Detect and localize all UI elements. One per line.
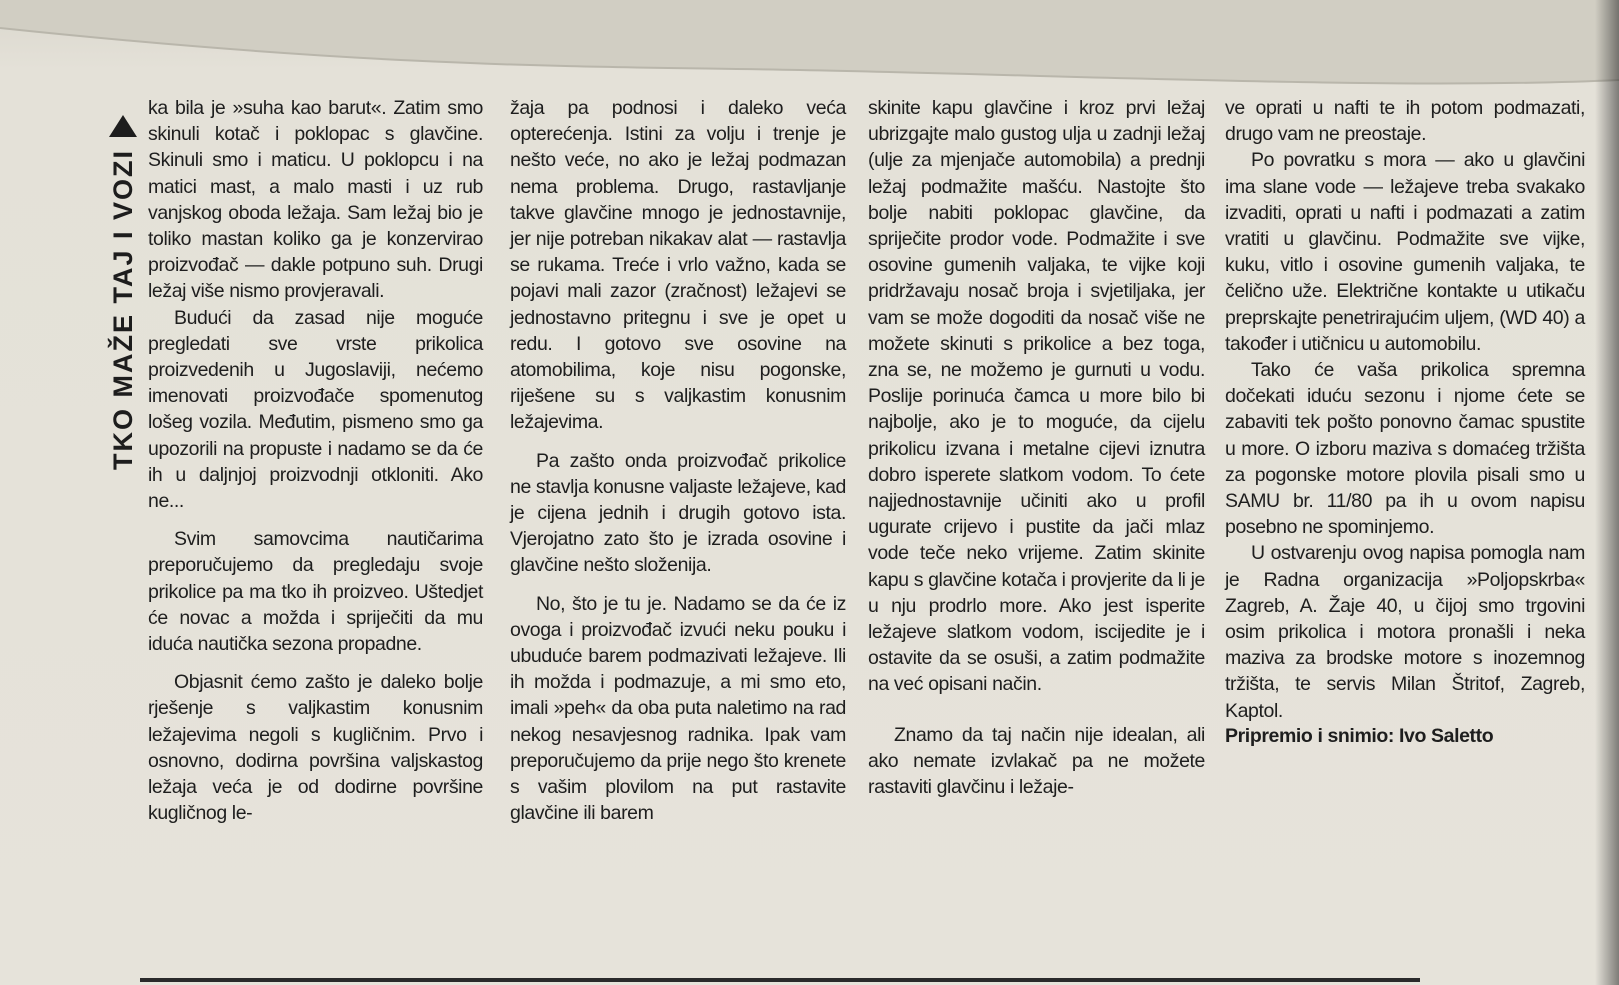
article-column-3	[868, 95, 1205, 800]
author-signature: Pripremio i snimio: Ivo Saletto	[1225, 724, 1494, 747]
paragraph: U ostvarenju ovog napisa pomogla nam je Radna organizacija »Poljopskrba« Zagreb, A. Žaje 40, u čijoj smo trgovini osim prikolica i motora pronašli i neka maziva za brodske motore s inozemnog tržišta, te servis Milan Štritof, Zagreb, Kaptol.	[1225, 542, 1585, 722]
article-column-2	[510, 95, 846, 826]
paragraph: Pa zašto onda proizvođač prikolice ne stavlja konusne valjaste ležajeve, kad je cijena jednih i drugih gotovo ista. Vjerojatno zato što je izrada osovine i glavčine nešto složenija.	[510, 449, 846, 577]
article-column-1	[148, 95, 483, 826]
headline-text: TKO MAŽE TAJ I VOZI	[107, 149, 138, 470]
paragraph: Budući da zasad nije moguće pregledati sve vrste prikolica proizvedenih u Jugoslaviji, nećemo imenovati proizvođače spomenutog lošeg vozila. Međutim, pismeno smo ga upozorili na propuste i nadamo se da će ih u daljnjoj proizvodnji otkloniti. Ako ne...	[148, 306, 483, 513]
triangle-arrow-icon	[109, 115, 137, 137]
bottom-rule	[140, 978, 1420, 982]
paragraph: Znamo da taj način nije idealan, ali ako nemate izvlakač pa ne možete rastaviti glavčinu i ležaje-	[868, 723, 1205, 799]
article-column-4	[1225, 95, 1585, 748]
paragraph: Objasnit ćemo zašto je daleko bolje rješenje s valjkastim konusnim ležajevima negoli s kugličnim. Prvo i osnovno, dodirna površina valjskastog ležaja veća je od dodirne površine kugličnog le-	[148, 671, 483, 825]
torn-paper-edge	[0, 0, 1619, 110]
paragraph: žaja pa podnosi i daleko veća opterećenja. Istini za volju i trenje je nešto veće, no ako je ležaj podmazan nema problema. Drugo, rastavljanje takve glavčine mnogo je jednostavnije, jer nije potreban nikakav alat — rastavlja se rukama. Treće i vrlo važno, kada se pojavi mali zazor (zračnost) ležajevi se jednostavno pritegnu i sve je opet u redu. I gotovo sve osovine na atomobilima, koje nisu pogonske, riješene su s valjkastim konusnim ležajevima.	[510, 97, 846, 434]
paragraph: Po povratku s mora — ako u glavčini ima slane vode — ležajeve treba svakako izvaditi, oprati u nafti i podmazati a zatim vratiti u glavčinu. Podmažite sve vijke, kuku, vitlo i osovine gumenih valjaka, te čelično uže. Električne kontakte u utikaču preprskajte penetrirajućim uljem, (WD 40) a također i utičnicu u automobilu.	[1225, 149, 1585, 355]
paragraph: ka bila je »suha kao barut«. Zatim smo skinuli kotač i poklopac s glavčine. Skinuli smo i maticu. U poklopcu i na matici mast, a malo masti i uz rub vanjskog oboda ležaja. Sam ležaj bio je toliko mastan koliko ga je konzervirao proizvođač — dakle potpuno suh. Drugi ležaj više nismo provjeravali.	[148, 97, 483, 303]
paragraph: No, što je tu je. Nadamo se da će iz ovoga i proizvođač izvući neku pouku i ubuduće barem podmazivati ležajeve. Ili ih možda i podmazuje, a mi smo eto, imali »peh« da oba puta naletimo na rad nekog nesavjesnog radnika. Ipak vam preporučujemo da prije nego što krenete s vašim plovilom na put rastavite glavčine ili barem	[510, 592, 846, 825]
paragraph: Tako će vaša prikolica spremna dočekati iduću sezonu i njome ćete se zabaviti tek pošto ponovno čamac spustite u more. O izboru maziva s domaćeg tržišta za pogonske motore plovila pisali smo u SAMU br. 11/80 pa ih u ovom napisu posebno ne spominjemo.	[1225, 359, 1585, 539]
page-edge-shadow	[1595, 0, 1619, 985]
side-headline	[103, 110, 143, 470]
paragraph: Svim samovcima nautičarima preporučujemo da pregledaju svoje prikolice pa ma tko ih proizveo. Uštedjet će novac a možda i spriječiti da mu iduća nautička sezona propadne.	[148, 528, 483, 656]
paragraph: ve oprati u nafti te ih potom podmazati, drugo vam ne preostaje.	[1225, 97, 1585, 146]
paragraph: skinite kapu glavčine i kroz prvi ležaj ubrizgajte malo gustog ulja u zadnji ležaj (ulje za mjenjače automobila) a prednji ležaj podmažite mašću. Nastojte što bolje nabiti poklopac glavčine, da spriječite prodor vode. Podmažite i sve osovine gumenih valjaka, te vijke koji pridržavaju nosač broja i svjetiljaka, jer vam se može dogoditi da nosač više ne možete skinuti s prikolice a bez toga, zna se, ne možemo je gurnuti u vodu. Poslije porinuća čamca u more bilo bi najbolje, ako je to moguće, da cijelu prikolicu izvana i metalne cijevi iznutra dobro isperete slatkom vodom. To ćete najjednostavnije učiniti ako u profil ugurate crijevo i pustite da jači mlaz vode teče neko vrijeme. Zatim skinite kapu s glavčine kotača i provjerite da li je u nju prodrlo more. Ako jest isperite ležajeve slatkom vodom, iscijedite je i ostavite da se osuši, a zatim podmažite na već opisani način.	[868, 97, 1205, 696]
